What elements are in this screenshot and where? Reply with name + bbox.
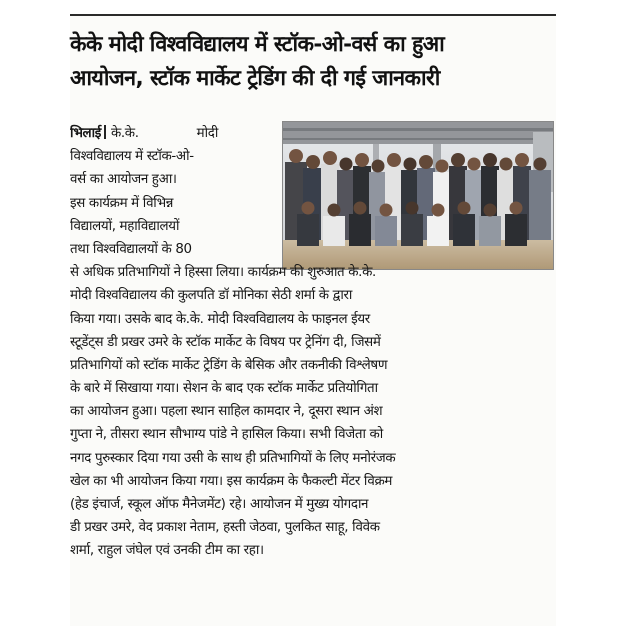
article-body (70, 122, 556, 563)
body-line: इस कार्यक्रम में विभिन्न (70, 195, 174, 211)
body-line: किया गया। उसके बाद के.के. मोदी विश्वविद्यालय के फाइनल ईयर (70, 311, 370, 327)
body-line: का आयोजन हुआ। पहला स्थान साहिल कामदार ने, दूसरा स्थान अंश (70, 404, 383, 420)
headline-line-2: आयोजन, स्टॉक मार्केट ट्रेडिंग की दी गई जानकारी (70, 66, 440, 91)
body-line: विश्वविद्यालय में स्टॉक-ओ- (70, 149, 194, 165)
body-line: नगद पुरुस्कार दिया गया उसी के साथ ही प्रतिभागियों के लिए मनोरंजक (70, 450, 396, 466)
body-line: विद्यालयों, महाविद्यालयों (70, 218, 180, 234)
body-line: वर्स का आयोजन हुआ। (70, 172, 177, 188)
dateline: भिलाई (70, 126, 101, 141)
body-line: तथा विश्वविद्यालयों के 80 (70, 241, 192, 257)
top-rule (70, 14, 556, 16)
headline-line-1: केके मोदी विश्वविद्यालय में स्टॉक-ओ-वर्स का हुआ (70, 32, 445, 57)
body-line: से अधिक प्रतिभागियों ने हिस्सा लिया। कार्यक्रम की शुरुआत के.के. (70, 265, 376, 281)
body-line: डी प्रखर उमरे, वेद प्रकाश नेताम, हस्ती जेठवा, पुलकित साहू, विवेक (70, 520, 380, 536)
body-line: के बारे में सिखाया गया। सेशन के बाद एक स्टॉक मार्केट प्रतियोगिता (70, 381, 378, 397)
body-text-segment: मोदी (196, 126, 219, 141)
newspaper-clipping (70, 14, 556, 626)
article-headline (70, 28, 556, 96)
dateline-separator (104, 125, 106, 139)
body-line: प्रतिभागियों को स्टॉक मार्केट ट्रेडिंग के बेसिक और तकनीकी विश्लेषण (70, 357, 388, 373)
body-line: गुप्ता ने, तीसरा स्थान सौभाग्य पांडे ने हासिल किया। सभी विजेता को (70, 427, 383, 443)
body-line: स्टूडेंट्स डी प्रखर उमरे के स्टॉक मार्केट के विषय पर ट्रेनिंग दी, जिसमें (70, 334, 381, 350)
body-line: मोदी विश्वविद्यालय की कुलपति डॉ मोनिका सेठी शर्मा के द्वारा (70, 288, 353, 304)
body-line: खेल का भी आयोजन किया गया। इस कार्यक्रम के फैकल्टी मेंटर विक्रम (70, 473, 393, 489)
body-line: (हेड इंचार्ज, स्कूल ऑफ मैनेजमेंट) रहे। आयोजन में मुख्य योगदान (70, 497, 369, 512)
body-text-segment: के.के. (110, 126, 139, 141)
body-line: शर्मा, राहुल जंघेल एवं उनकी टीम का रहा। (70, 543, 264, 559)
body-line (70, 122, 277, 145)
